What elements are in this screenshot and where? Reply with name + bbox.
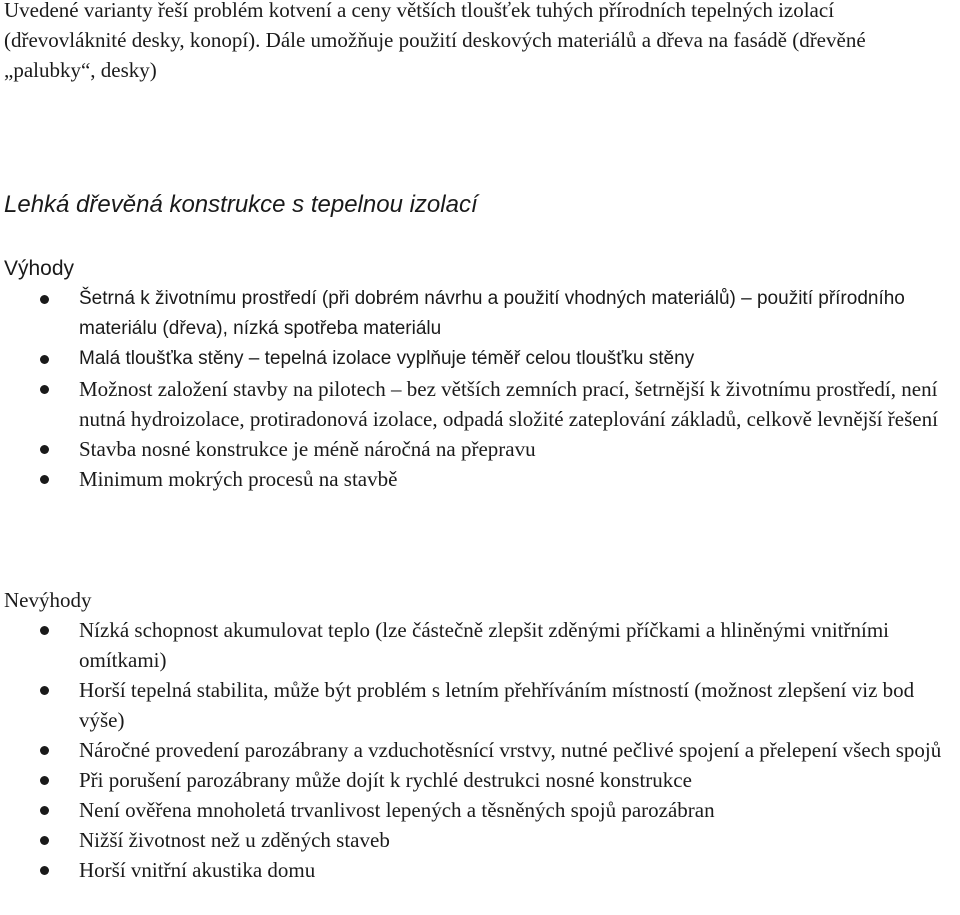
list-item-text: Stavba nosné konstrukce je méně náročná na přepravu <box>79 437 536 461</box>
bullet-icon <box>40 385 49 394</box>
list-item-text: Malá tloušťka stěny – tepelná izolace vyplňuje téměř celou tloušťku stěny <box>79 348 695 369</box>
list-item-text: Šetrná k životnímu prostředí (při dobrém návrhu a použití vhodných materiálů) – použití přírodního materiálu (dřeva), nízká spotřeba materiálu <box>79 288 905 339</box>
disadvantages-heading: Nevýhody <box>4 588 92 612</box>
bullet-icon <box>40 475 49 484</box>
disadvantages-list <box>0 615 960 885</box>
bullet-icon <box>40 295 49 304</box>
bullet-icon <box>40 746 49 755</box>
bullet-icon <box>40 866 49 875</box>
intro-paragraph: Uvedené varianty řeší problém kotvení a ceny větších tloušťek tuhých přírodních tepelných izolací (dřevovláknité desky, konopí). Dále umožňuje použití deskových materiálů a dřeva na fasádě (dřevěné „palubky“, desky) <box>4 0 866 82</box>
list-item-text: Možnost založení stavby na pilotech – bez větších zemních prací, šetrnější k životnímu prostředí, není nutná hydroizolace, protiradonová izolace, odpadá složité zateplování základů, celkově levnější řešení <box>79 377 938 431</box>
list-item <box>0 825 960 855</box>
list-item <box>0 434 960 464</box>
bullet-icon <box>40 806 49 815</box>
list-item <box>0 464 960 494</box>
list-item-text: Náročné provedení parozábrany a vzduchotěsnící vrstvy, nutné pečlivé spojení a přelepení všech spojů <box>79 738 942 762</box>
bullet-icon <box>40 626 49 635</box>
list-item-text: Při porušení parozábrany může dojít k rychlé destrukci nosné konstrukce <box>79 768 692 792</box>
bullet-icon <box>40 686 49 695</box>
list-item <box>0 615 960 675</box>
list-item <box>0 374 960 434</box>
advantages-heading: Výhody <box>4 257 75 280</box>
list-item-text: Není ověřena mnoholetá trvanlivost lepených a těsněných spojů parozábran <box>79 798 715 822</box>
list-item <box>0 284 960 344</box>
bullet-icon <box>40 445 49 454</box>
list-item <box>0 344 960 374</box>
list-item <box>0 765 960 795</box>
list-item-text: Horší vnitřní akustika domu <box>79 858 316 882</box>
list-item-text: Horší tepelná stabilita, může být problém s letním přehříváním místností (možnost zlepšení viz bod výše) <box>79 678 915 732</box>
bullet-icon <box>40 776 49 785</box>
advantages-list <box>0 284 960 494</box>
list-item <box>0 795 960 825</box>
bullet-icon <box>40 836 49 845</box>
list-item <box>0 675 960 735</box>
list-item-text: Minimum mokrých procesů na stavbě <box>79 467 398 491</box>
list-item <box>0 735 960 765</box>
list-item-text: Nízká schopnost akumulovat teplo (lze částečně zlepšit zděnými příčkami a hliněnými vnitřními omítkami) <box>79 618 890 672</box>
bullet-icon <box>40 355 49 364</box>
list-item-text: Nižší životnost než u zděných staveb <box>79 828 390 852</box>
list-item <box>0 855 960 885</box>
section-title: Lehká dřevěná konstrukce s tepelnou izolací <box>4 191 478 218</box>
